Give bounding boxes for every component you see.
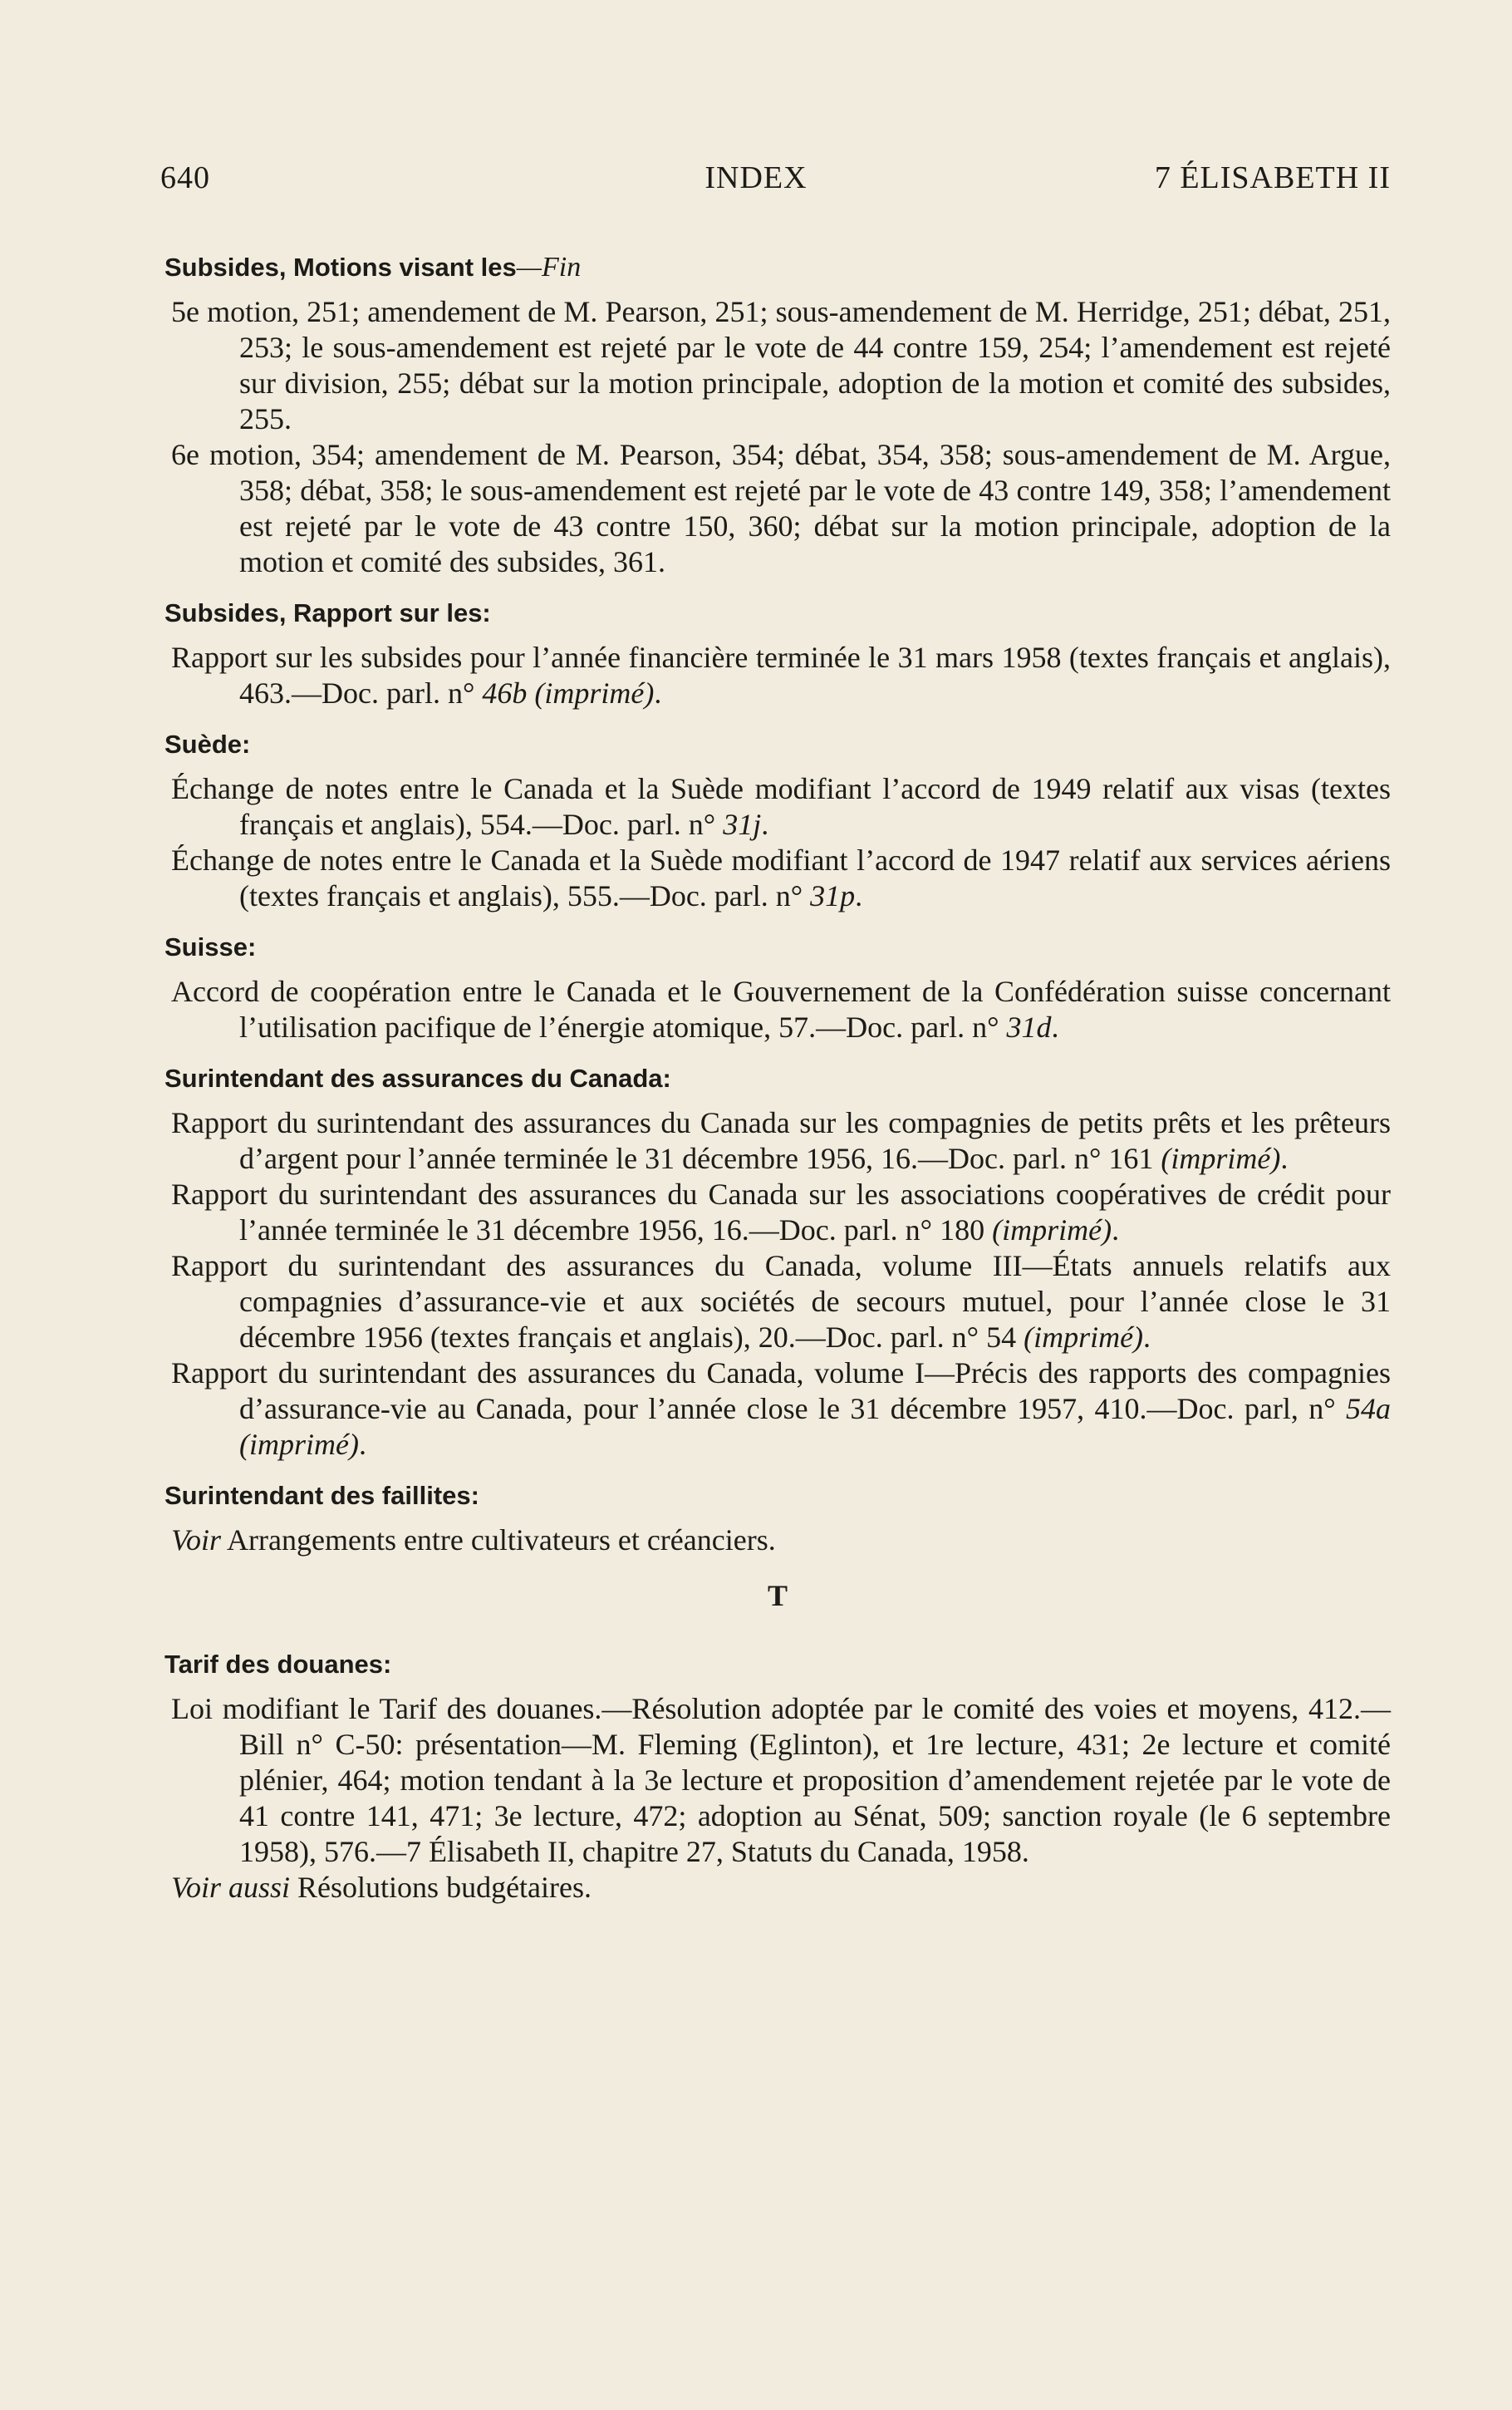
- index-entry: Rapport du surintendant des assurances du Canada sur les compagnies de petits prêts et les prêteurs d’argent pour l’année terminée le 31 décembre 1956, 16.—Doc. parl. n° 161 (imprimé).: [171, 1106, 1391, 1175]
- page-title: INDEX: [704, 160, 808, 195]
- section-heading-text: Suède:: [164, 730, 251, 759]
- index-entry: Accord de coopération entre le Canada et le Gouvernement de la Confédération suisse concernant l’utilisation pacifique de l’énergie atomique, 57.—Doc. parl. n° 31d.: [171, 975, 1391, 1044]
- section-heading: [164, 929, 1391, 966]
- section-heading: [164, 249, 1391, 286]
- section-heading: [164, 1478, 1391, 1514]
- index-body: [164, 249, 1391, 1921]
- section-heading: [164, 595, 1391, 632]
- section-heading-text: Subsides, Motions visant les: [164, 253, 517, 282]
- index-section: [164, 595, 1391, 711]
- index-section: [164, 249, 1391, 580]
- section-heading: [164, 1646, 1391, 1683]
- section-heading: [164, 726, 1391, 763]
- index-entry: 5e motion, 251; amendement de M. Pearson, 251; sous-amendement de M. Herridge, 251; débat, 251, 253; le sous-amendement est rejeté par le vote de 44 contre 159, 254; l’amendement est rejeté sur division, 255; débat sur la motion principale, adoption de la motion et comité des subsides, 255.: [171, 295, 1391, 435]
- index-section: [164, 929, 1391, 1045]
- index-entry: Voir Arrangements entre cultivateurs et créanciers.: [171, 1523, 776, 1557]
- section-heading: [164, 1060, 1391, 1097]
- index-entry: Échange de notes entre le Canada et la Suède modifiant l’accord de 1949 relatif aux visas (textes français et anglais), 554.—Doc. parl. n° 31j.: [171, 772, 1391, 841]
- section-heading-text: Surintendant des faillites:: [164, 1481, 479, 1510]
- index-entry: Échange de notes entre le Canada et la Suède modifiant l’accord de 1947 relatif aux services aériens (textes français et anglais), 555.—Doc. parl. n° 31p.: [171, 844, 1391, 912]
- section-heading-text: Surintendant des assurances du Canada:: [164, 1064, 671, 1093]
- index-section: [164, 1478, 1391, 1558]
- section-heading-text: Suisse:: [164, 932, 257, 962]
- index-entry: Loi modifiant le Tarif des douanes.—Résolution adoptée par le comité des voies et moyens, 412.—Bill n° C-50: présentation—M. Fleming (Eglinton), et 1re lecture, 431; 2e lecture et comité plénier, 464; motion tendant à la 3e lecture et proposition d’amendement rejetée par le vote de 41 contre 141, 471; 3e lecture, 472; adoption au Sénat, 509; sanction royale (le 6 septembre 1958), 576.—7 Élisabeth II, chapitre 27, Statuts du Canada, 1958.: [171, 1692, 1391, 1868]
- index-entry: Rapport du surintendant des assurances du Canada, volume I—Précis des rapports des compagnies d’assurance-vie au Canada, pour l’année close le 31 décembre 1957, 410.—Doc. parl, n° 54a (imprimé).: [171, 1356, 1391, 1461]
- index-entry: Voir aussi Résolutions budgétaires.: [171, 1871, 592, 1904]
- index-entry: Rapport du surintendant des assurances du Canada sur les associations coopératives de crédit pour l’année terminée le 31 décembre 1956, 16.—Doc. parl. n° 180 (imprimé).: [171, 1178, 1391, 1247]
- section-heading-text: Tarif des douanes:: [164, 1650, 392, 1679]
- index-section: [164, 1060, 1391, 1463]
- index-entry: 6e motion, 354; amendement de M. Pearson, 354; débat, 354, 358; sous-amendement de M. Argue, 358; débat, 358; le sous-amendement est rejeté par le vote de 43 contre 149, 358; l’amendement est rejeté par le vote de 43 contre 150, 360; débat sur la motion principale, adoption de la motion et comité des subsides, 361.: [171, 438, 1391, 578]
- index-letter: T: [767, 1579, 788, 1612]
- index-section: [164, 1646, 1391, 1906]
- running-header-reign: 7 ÉLISABETH II: [1154, 160, 1391, 195]
- section-heading-suffix: —Fin: [516, 252, 582, 283]
- index-entry: Rapport du surintendant des assurances du Canada, volume III—États annuels relatifs aux compagnies d’assurance-vie et aux sociétés de secours mutuel, pour l’année close le 31 décembre 1956 (textes français et anglais), 20.—Doc. parl. n° 54 (imprimé).: [171, 1249, 1391, 1354]
- section-heading-text: Subsides, Rapport sur les:: [164, 598, 491, 627]
- index-entry: Rapport sur les subsides pour l’année financière terminée le 31 mars 1958 (textes français et anglais), 463.—Doc. parl. n° 46b (imprimé).: [171, 641, 1391, 710]
- index-section: [164, 726, 1391, 914]
- page-number: 640: [160, 160, 210, 195]
